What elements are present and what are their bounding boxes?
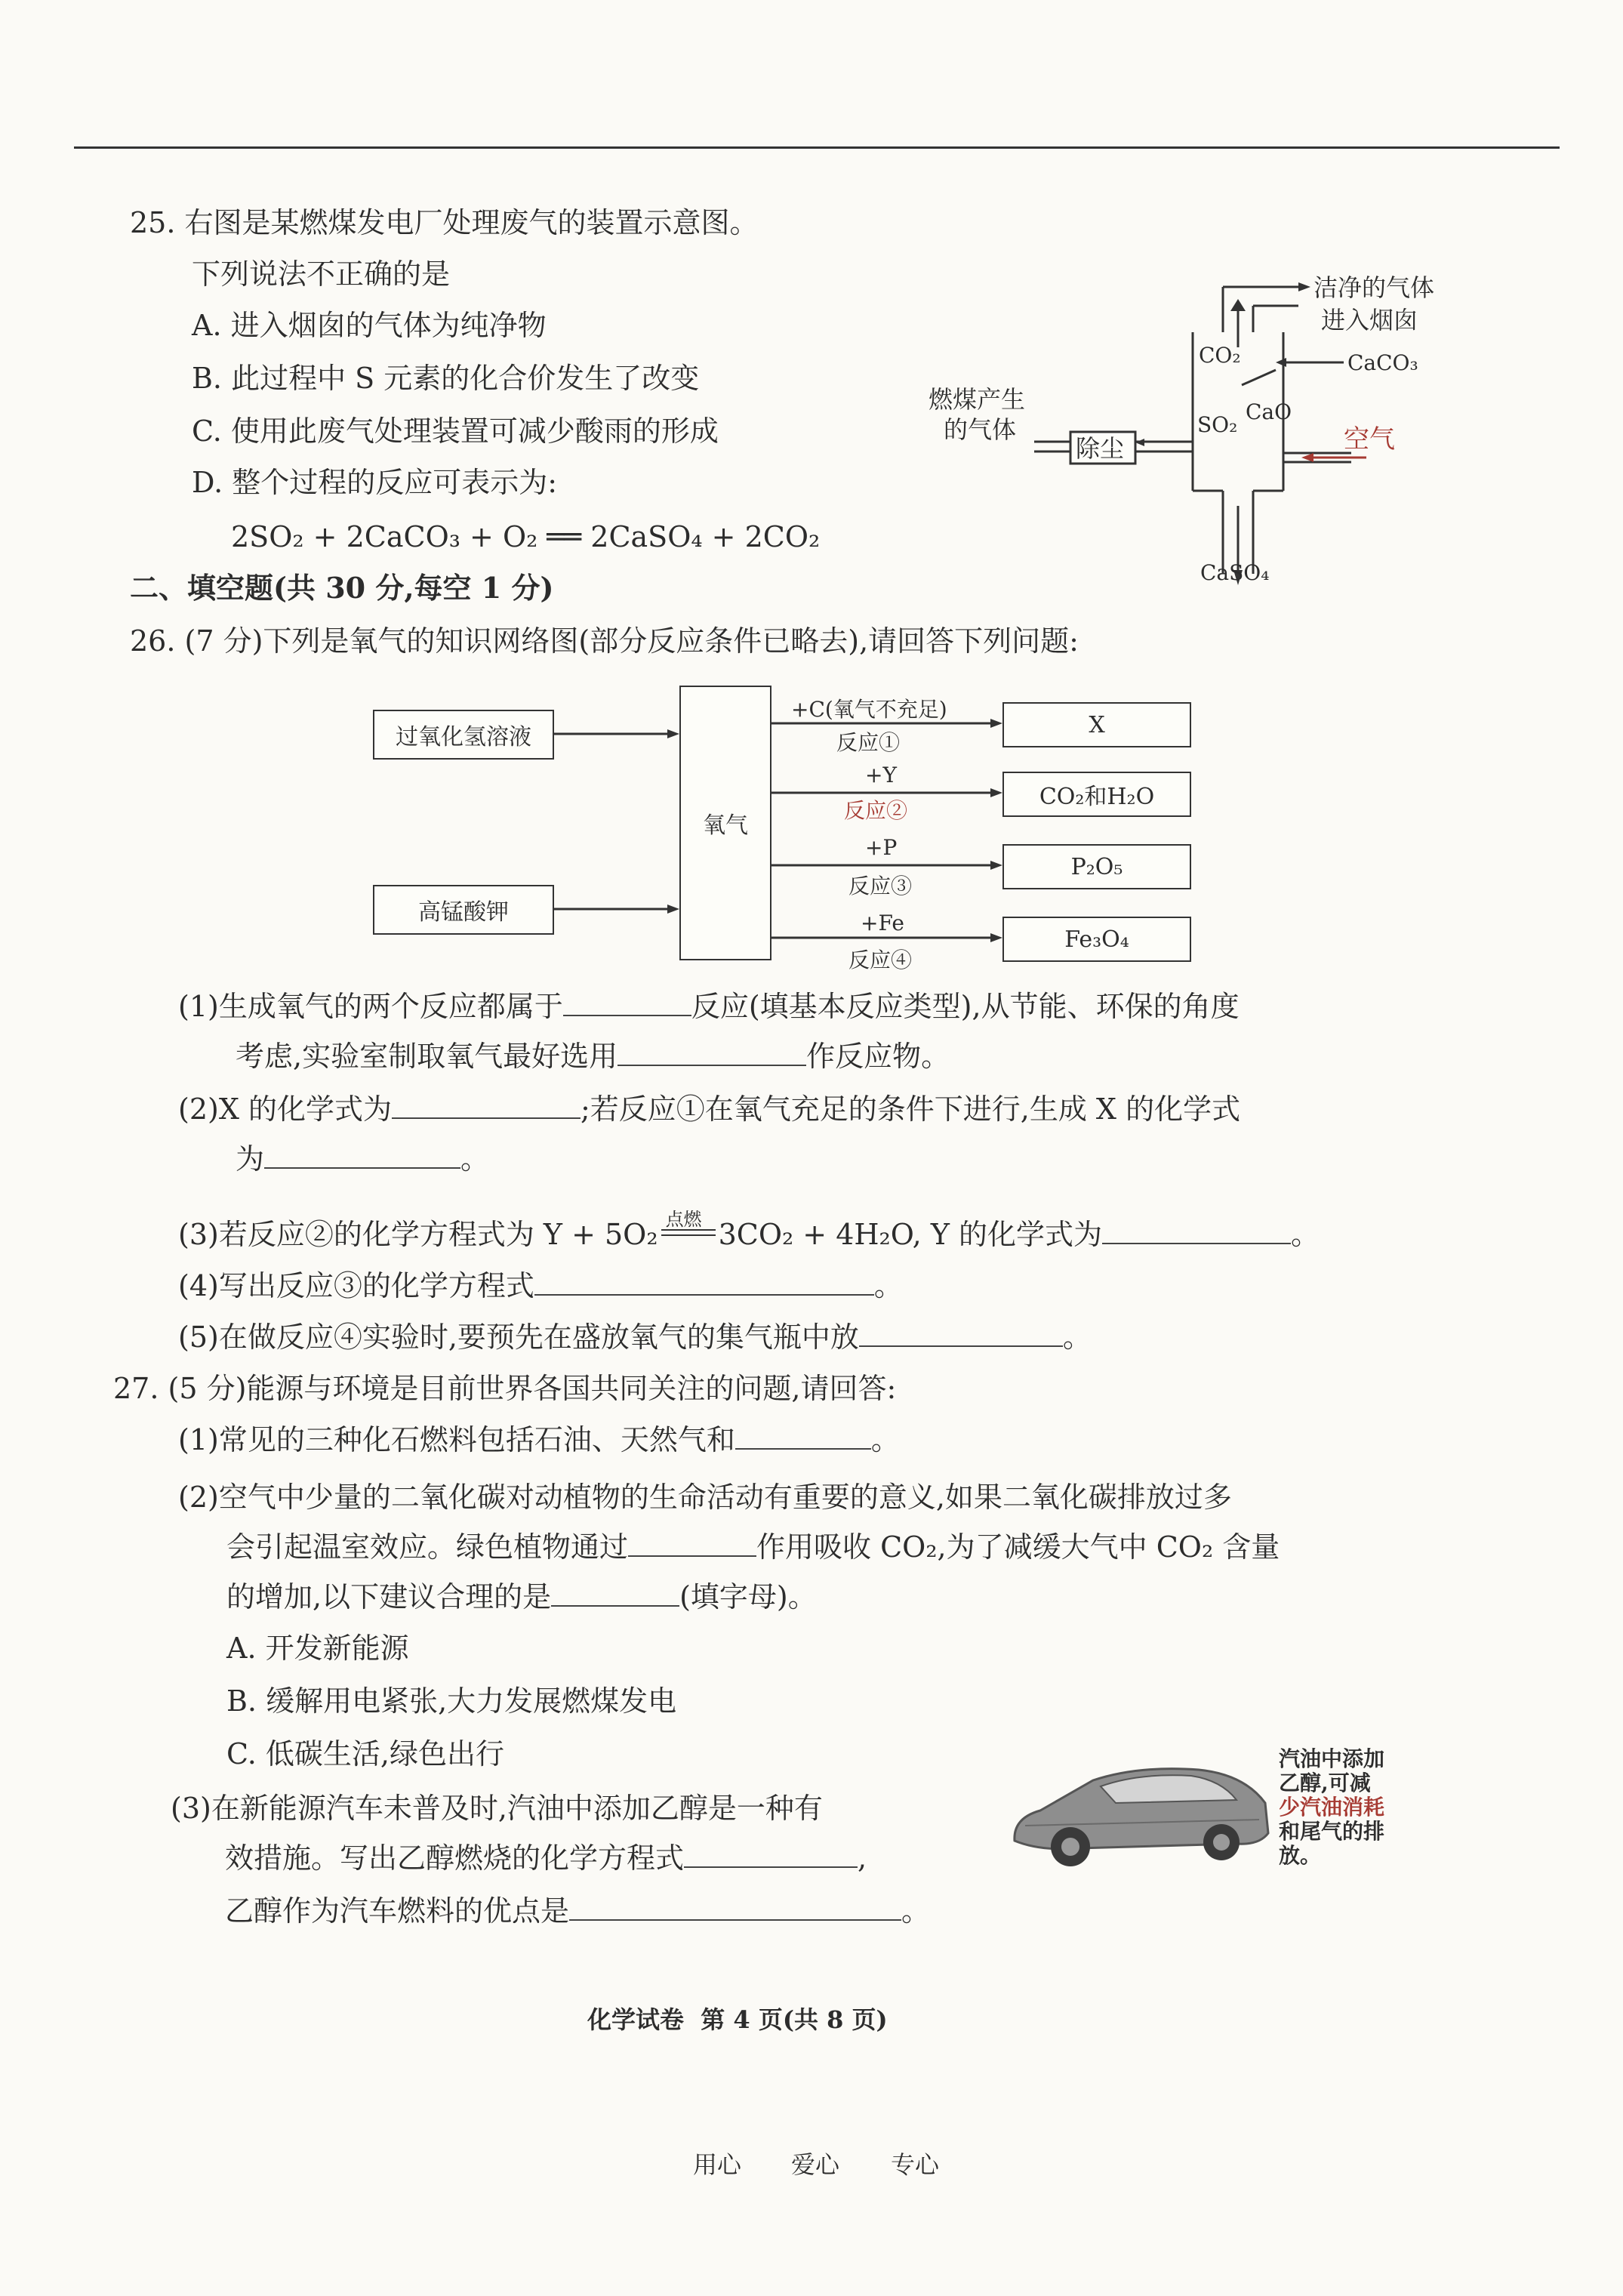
q27-sub3-text-c: , (858, 1841, 867, 1875)
q25-option-c: C. 使用此废气处理装置可减少酸雨的形成 (192, 415, 719, 448)
q27-sub3-text-e: 。 (901, 1894, 931, 1928)
reaction-1-label: 反应① (836, 730, 901, 755)
box-product-fe3o4: Fe₃O₄ (1002, 917, 1191, 962)
box-product-p2o5: P₂O₅ (1002, 844, 1191, 889)
q27-sub2-text-d: 的增加,以下建议合理的是 (226, 1580, 552, 1613)
q26-sub3-condition: 点燃 (665, 1209, 702, 1230)
q26-sub1-text-c: 考虑,实验室制取氧气最好选用 (236, 1040, 618, 1073)
q25-option-d: D. 整个过程的反应可表示为: (192, 466, 558, 499)
q26-sub3-arrow (658, 1209, 719, 1244)
q26-sub2-text-c: 为 (236, 1142, 265, 1176)
q25-option-b: B. 此过程中 S 元素的化合价发生了改变 (192, 362, 700, 395)
q27-option-a: A. 开发新能源 (226, 1632, 409, 1665)
q26-sub2-line2 (236, 1142, 489, 1176)
q26-sub3-text-c: 。 (1291, 1218, 1320, 1251)
reaction-3-label: 反应③ (848, 874, 913, 898)
box-kmno4: 高锰酸钾 (373, 885, 554, 935)
box-product-co2-h2o: CO₂和H₂O (1002, 772, 1191, 817)
page-number: 化学试卷 第 4 页(共 8 页) (587, 2005, 888, 2034)
q26-blank-5[interactable] (1102, 1220, 1291, 1244)
q26-sub3-text-b: 3CO₂ + 4H₂O, Y 的化学式为 (718, 1218, 1102, 1251)
car-image (1010, 1750, 1273, 1878)
footer-motto-1: 用心 (693, 2150, 742, 2179)
q26-sub5-text-a: (5)在做反应④实验时,要预先在盛放氧气的集气瓶中放 (178, 1321, 859, 1354)
q27-sub2-line3 (226, 1579, 817, 1614)
reaction-4-reagent: +Fe (861, 911, 904, 935)
diagram-co2: CO₂ (1199, 343, 1241, 368)
footer-motto-2: 爱心 (791, 2150, 840, 2179)
q27-blank-5[interactable] (569, 1897, 901, 1921)
q27-option-b: B. 缓解用电紧张,大力发展燃煤发电 (226, 1684, 677, 1718)
q26-sub4-line (178, 1268, 903, 1303)
q26-sub1-line2 (236, 1039, 950, 1074)
q27-sub1-text-a: (1)常见的三种化石燃料包括石油、天然气和 (178, 1423, 735, 1456)
q25-equation: 2SO₂ + 2CaCO₃ + O₂ ══ 2CaSO₄ + 2CO₂ (231, 520, 821, 553)
q26-sub5-text-b: 。 (1062, 1321, 1092, 1354)
car-caption-line-5: 放。 (1279, 1843, 1322, 1868)
q27-sub3-line3 (225, 1894, 930, 1928)
q27-sub3-text-d: 乙醇作为汽车燃料的优点是 (225, 1894, 570, 1928)
q26-blank-2[interactable] (617, 1042, 806, 1066)
car-caption-line-3: 少汽油消耗 (1279, 1795, 1385, 1820)
q26-sub2-text-b: ;若反应①在氧气充足的条件下进行,生成 X 的化学式 (580, 1093, 1241, 1126)
q27-sub3-line1: (3)在新能源汽车未普及时,汽油中添加乙醇是一种有 (171, 1792, 823, 1825)
reaction-2-reagent: +Y (865, 763, 897, 787)
q27-option-c: C. 低碳生活,绿色出行 (226, 1737, 504, 1771)
q25-option-a: A. 进入烟囱的气体为纯净物 (192, 309, 547, 342)
q27-sub1-line (178, 1422, 900, 1457)
q25-stem-2: 下列说法不正确的是 (192, 257, 451, 291)
reaction-3-reagent: +P (865, 835, 898, 860)
reaction-1-reagent: +C(氧气不充足) (791, 697, 947, 722)
diagram-dust-removal: 除尘 (1076, 434, 1125, 463)
q26-sub2-text-d: 。 (460, 1142, 490, 1176)
q27-sub2-line2 (226, 1530, 1280, 1564)
flue-gas-diagram (921, 264, 1495, 604)
diagram-caco3: CaCO₃ (1347, 350, 1418, 375)
q27-blank-4[interactable] (684, 1844, 858, 1868)
car-caption (1279, 1747, 1384, 1868)
q27-sub3-text-b: 效措施。写出乙醇燃烧的化学方程式 (225, 1841, 685, 1875)
diagram-so2: SO₂ (1197, 412, 1238, 437)
q26-sub3-text-a: (3)若反应②的化学方程式为 Y + 5O₂ (178, 1218, 658, 1251)
q26-stem: 26. (7 分)下列是氧气的知识网络图(部分反应条件已略去),请回答下列问题: (130, 624, 1079, 658)
diagram-coal-gas-1: 燃煤产生 (929, 385, 1026, 414)
box-h2o2: 过氧化氢溶液 (373, 710, 554, 760)
q26-sub4-text-a: (4)写出反应③的化学方程式 (178, 1269, 534, 1302)
q25-stem-1: 25. 右图是某燃煤发电厂处理废气的装置示意图。 (130, 206, 759, 239)
q27-blank-1[interactable] (735, 1425, 871, 1450)
box-product-x: X (1002, 702, 1191, 747)
reaction-4-label: 反应④ (848, 948, 913, 972)
q26-sub3-line (178, 1209, 1320, 1252)
q26-sub2-line1 (178, 1092, 1240, 1126)
q27-blank-2[interactable] (628, 1533, 756, 1557)
q26-sub1-text-d: 作反应物。 (806, 1040, 950, 1073)
q26-blank-6[interactable] (534, 1271, 874, 1296)
q26-sub1-text-b: 反应(填基本反应类型),从节能、环保的角度 (691, 990, 1240, 1023)
diagram-cao: CaO (1246, 399, 1292, 424)
footer-motto-3: 专心 (891, 2150, 940, 2179)
q27-stem: 27. (5 分)能源与环境是目前世界各国共同关注的问题,请回答: (113, 1372, 897, 1405)
q26-blank-3[interactable] (392, 1095, 581, 1119)
q26-sub1-line1 (178, 989, 1240, 1024)
diagram-caso4: CaSO₄ (1200, 560, 1270, 585)
q26-sub4-text-b: 。 (873, 1269, 903, 1302)
diagram-coal-gas-2: 的气体 (944, 415, 1017, 444)
box-oxygen: 氧气 (679, 686, 771, 960)
q26-sub1-text-a: (1)生成氧气的两个反应都属于 (178, 990, 563, 1023)
q26-sub2-text-a: (2)X 的化学式为 (178, 1093, 392, 1126)
car-caption-line-2: 乙醇,可减 (1279, 1771, 1371, 1795)
section-2-title: 二、填空题(共 30 分,每空 1 分) (130, 571, 554, 605)
diagram-clean-gas: 洁净的气体 (1313, 273, 1435, 302)
reaction-2-label: 反应② (844, 798, 908, 823)
q27-sub2-text-e: (填字母)。 (679, 1580, 817, 1613)
q26-blank-7[interactable] (859, 1323, 1063, 1347)
header-rule (74, 146, 1560, 149)
q27-sub1-text-b: 。 (870, 1423, 900, 1456)
q26-blank-4[interactable] (264, 1145, 460, 1169)
q27-sub3-line2 (225, 1841, 867, 1875)
q27-sub2-line1: (2)空气中少量的二氧化碳对动植物的生命活动有重要的意义,如果二氧化碳排放过多 (178, 1481, 1232, 1514)
diagram-air: 空气 (1344, 424, 1395, 455)
car-caption-line-1: 汽油中添加 (1279, 1746, 1385, 1771)
q27-sub2-text-b: 会引起温室效应。绿色植物通过 (226, 1530, 629, 1564)
q27-sub2-text-c: 作用吸收 CO₂,为了减缓大气中 CO₂ 含量 (756, 1530, 1280, 1564)
q26-blank-1[interactable] (563, 992, 691, 1016)
car-caption-line-4: 和尾气的排 (1279, 1819, 1385, 1844)
diagram-to-chimney: 进入烟囱 (1321, 306, 1418, 334)
q27-blank-3[interactable] (551, 1583, 679, 1607)
q26-sub5-line (178, 1320, 1092, 1354)
